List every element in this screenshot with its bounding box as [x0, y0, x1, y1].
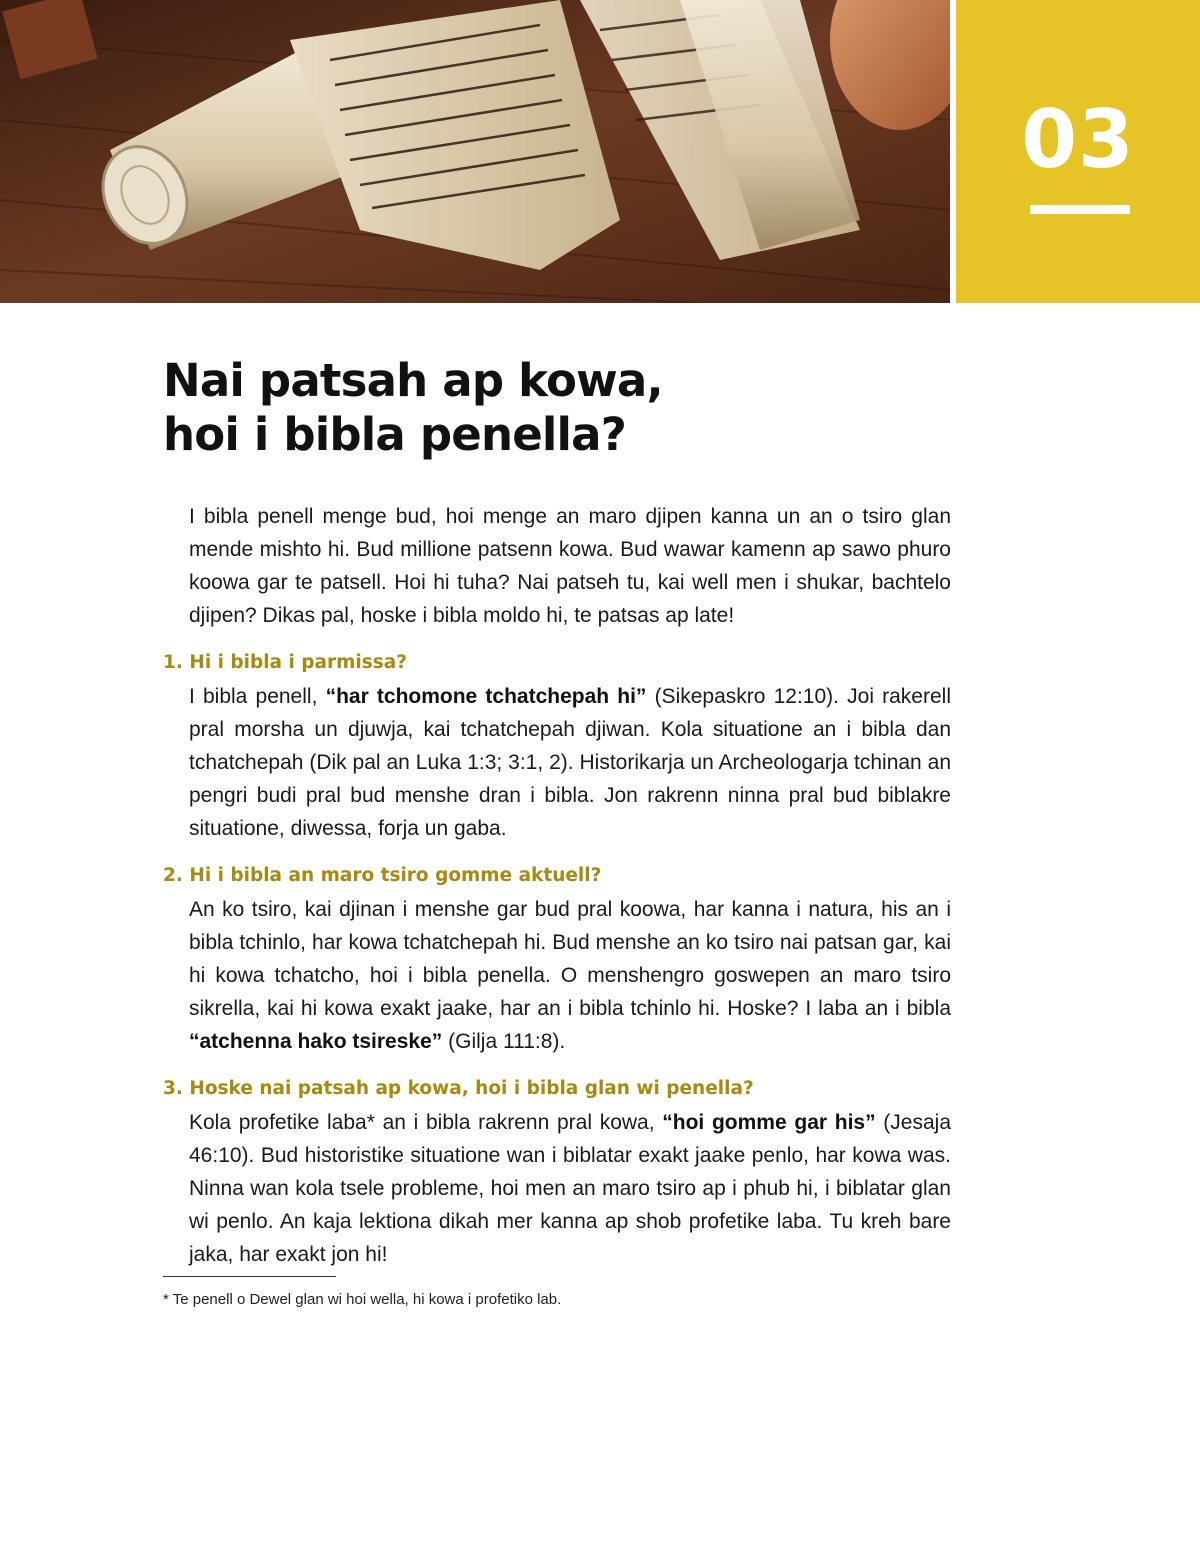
answer-text: I bibla penell, [189, 685, 326, 708]
lesson-number-badge [956, 0, 1200, 303]
answer-paragraph [189, 893, 951, 1058]
answer-paragraph [189, 1106, 951, 1271]
answer-paragraph [189, 680, 951, 845]
question-heading: 2. Hi i bibla an maro tsiro gomme aktuell? [163, 865, 602, 886]
quoted-scripture: “hoi gomme gar his” [662, 1111, 876, 1134]
quoted-scripture: “har tchomone tchatchepah hi” [325, 685, 647, 708]
footnote-divider [163, 1276, 336, 1277]
page-title [163, 354, 963, 462]
title-line-1: Nai patsah ap kowa, [163, 354, 663, 407]
question-heading: 1. Hi i bibla i parmissa? [163, 652, 407, 673]
footnote: * Te penell o Dewel glan wi hoi wella, hi kowa i profetiko lab. [163, 1291, 562, 1308]
scrolls-illustration [0, 0, 950, 303]
quoted-scripture: “atchenna hako tsireske” [189, 1030, 443, 1053]
badge-underline [1030, 205, 1130, 214]
lesson-body [163, 500, 951, 1271]
hero-photo-scrolls [0, 0, 950, 303]
answer-text: Kola profetike laba* an i bibla rakrenn pral kowa, [189, 1111, 663, 1134]
question-heading: 3. Hoske nai patsah ap kowa, hoi i bibla glan wi penella? [163, 1078, 754, 1099]
lesson-number: 03 [1021, 93, 1135, 186]
answer-text: (Sikepaskro 12:10). Joi rakerell pral morsha un djuwja, kai tchatchepah djiwan. Kola situatione an i bibla dan tchatchepah (Dik pal an Luka 1:3; 3:1, 2). Historikarja un Archeologarja tchinan an pengri budi pral bud menshe dran i bibla. Jon rakrenn ninna pral bud biblakre situatione, diwessa, forja un gaba. [189, 685, 951, 840]
answer-text: (Jesaja 46:10). Bud historistike situatione wan i biblatar exakt jaake penlo, har kowa was. Ninna wan kola tsele probleme, hoi men an maro tsiro ap i phub hi, i biblatar glan wi penlo. An kaja lektiona dikah mer kanna ap shob profetike laba. Tu kreh bare jaka, har exakt jon hi! [189, 1111, 951, 1266]
intro-paragraph: I bibla penell menge bud, hoi menge an maro djipen kanna un an o tsiro glan mende mishto hi. Bud millione patsenn kowa. Bud wawar kamenn ap sawo phuro koowa gar te patsell. Hoi hi tuha? Nai patseh tu, kai well men i shukar, bachtelo djipen? Dikas pal, hoske i bibla moldo hi, te patsas ap late! [189, 505, 951, 627]
title-line-2: hoi i bibla penella? [163, 408, 627, 461]
answer-text: (Gilja 111:8). [442, 1030, 566, 1053]
answer-text: An ko tsiro, kai djinan i menshe gar bud pral koowa, har kanna i natura, his an i bibla tchinlo, har kowa tchatchepah hi. Bud menshe an ko tsiro nai patsan gar, kai hi kowa tchatcho, hoi i bibla penella. O menshengro goswepen an maro tsiro sikrella, kai hi kowa exakt jaake, har an i bibla tchinlo hi. Hoske? I laba an i bibla [189, 898, 951, 1020]
